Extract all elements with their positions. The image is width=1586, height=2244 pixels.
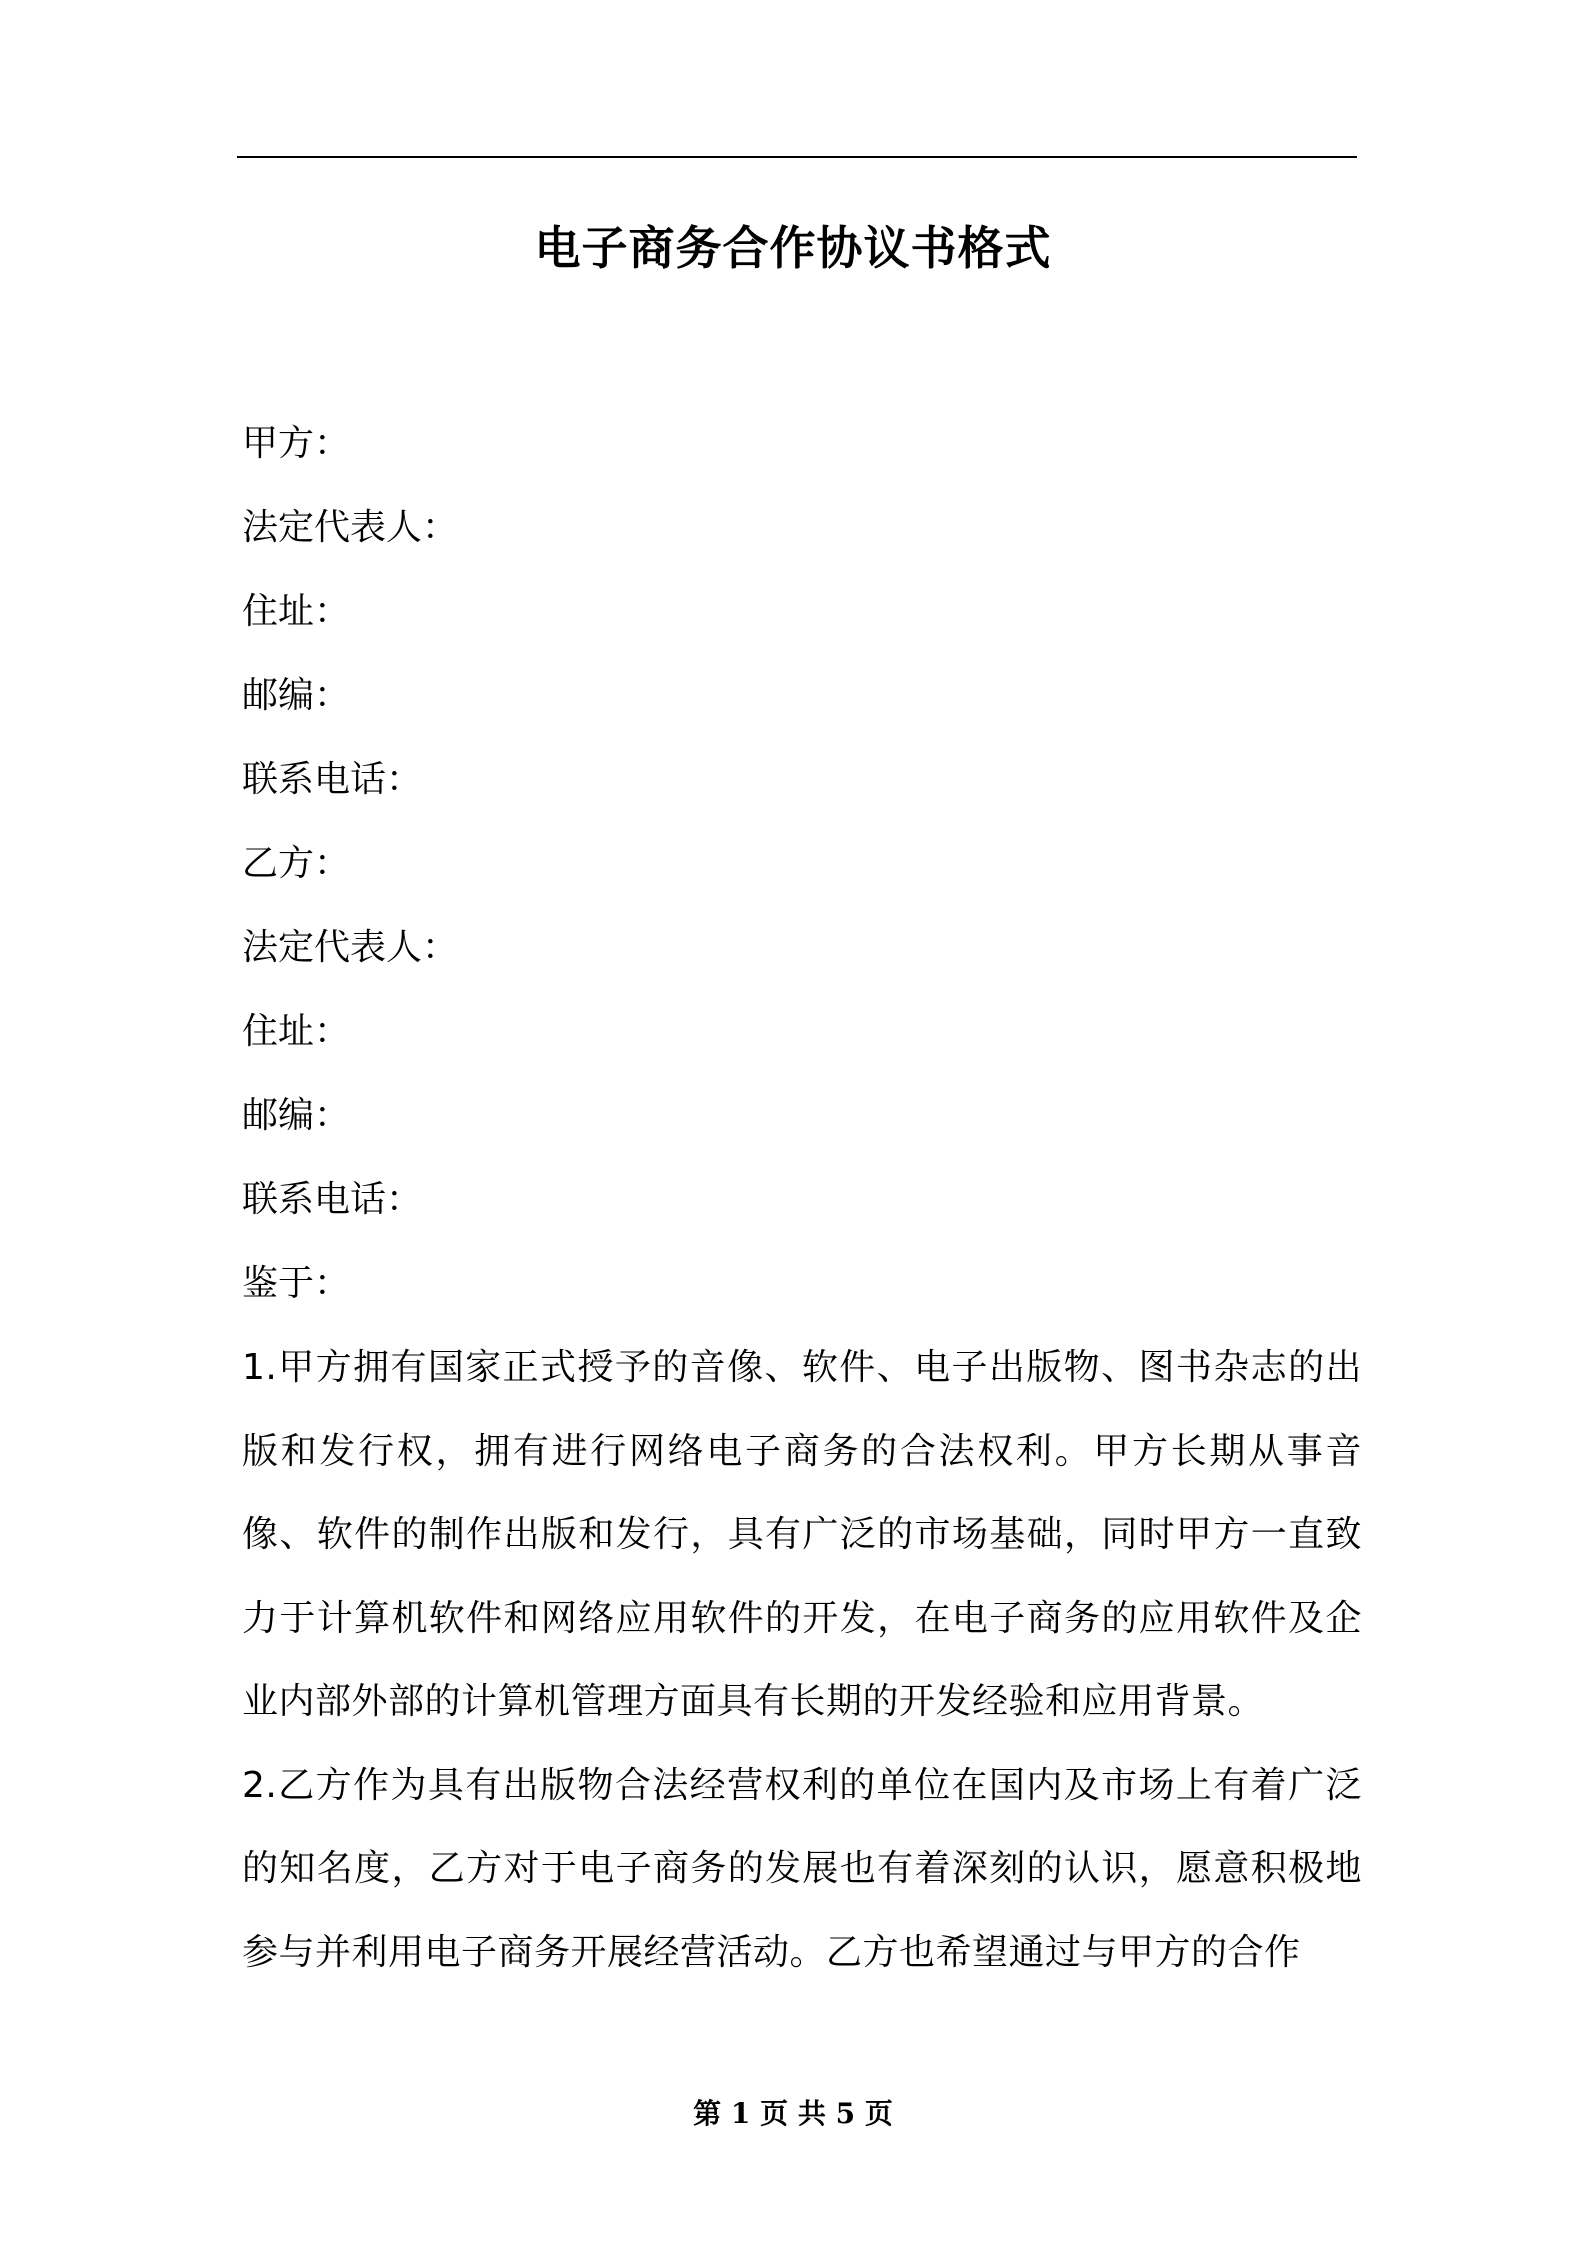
- document-body: [242, 402, 1362, 1994]
- document-title: 电子商务合作协议书格式: [534, 221, 1052, 275]
- party-a-address-label: 住址：: [242, 591, 351, 632]
- page-indicator: 第 1 页 共 5 页: [693, 2097, 893, 2130]
- party-a-phone-label: 联系电话：: [242, 759, 423, 800]
- party-b-legal-rep-label: 法定代表人：: [242, 927, 459, 968]
- party-b-address-label: 住址：: [242, 1011, 351, 1052]
- party-b-label: 乙方：: [242, 843, 351, 884]
- clause-1: 1.甲方拥有国家正式授予的音像、软件、电子出版物、图书杂志的出版和发行权，拥有进行网络电子商务的合法权利。甲方长期从事音像、软件的制作出版和发行，具有广泛的市场基础，同时甲方一直致力于计算机软件和网络应用软件的开发，在电子商务的应用软件及企业内部外部的计算机管理方面具有长期的开发经验和应用背景。: [242, 1347, 1362, 1722]
- party-a-label: 甲方：: [242, 423, 351, 464]
- party-b-phone-label: 联系电话：: [242, 1179, 423, 1220]
- party-b-postcode-label: 邮编：: [242, 1095, 351, 1136]
- header-rule: [237, 156, 1357, 158]
- clause-2: 2.乙方作为具有出版物合法经营权利的单位在国内及市场上有着广泛的知名度，乙方对于电子商务的发展也有着深刻的认识，愿意积极地参与并利用电子商务开展经营活动。乙方也希望通过与甲方的合作: [242, 1764, 1362, 1973]
- whereas-label: 鉴于：: [242, 1263, 351, 1304]
- party-a-legal-rep-label: 法定代表人：: [242, 507, 459, 548]
- party-a-postcode-label: 邮编：: [242, 675, 351, 716]
